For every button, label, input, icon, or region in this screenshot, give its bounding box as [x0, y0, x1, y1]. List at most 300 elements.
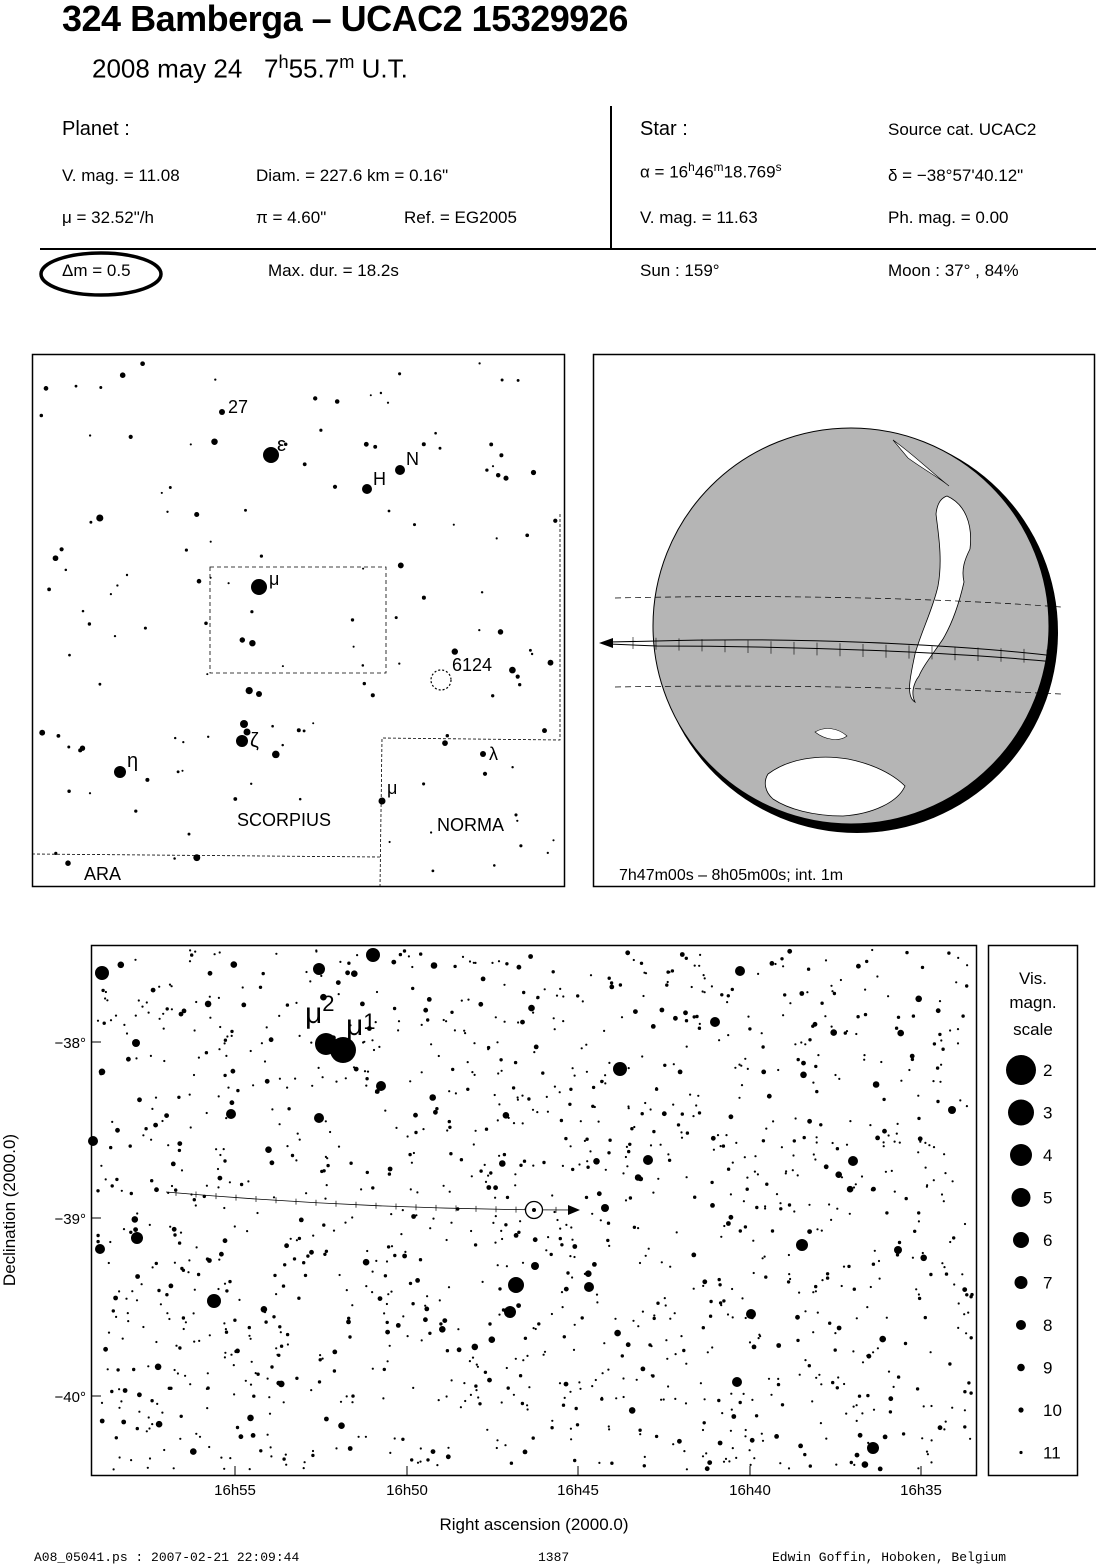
- star: [65, 569, 68, 572]
- star: [198, 1057, 200, 1059]
- star: [408, 955, 410, 957]
- star: [247, 1415, 254, 1422]
- star: [267, 1378, 269, 1380]
- star: [734, 1067, 736, 1069]
- star: [482, 1281, 484, 1283]
- star: [864, 1013, 867, 1016]
- star: [837, 1376, 839, 1378]
- star: [223, 1207, 225, 1209]
- star: [504, 1021, 506, 1023]
- star: [826, 1276, 829, 1279]
- star: [501, 379, 504, 382]
- star: [569, 1391, 571, 1393]
- scale-star-dot: [1008, 1100, 1034, 1126]
- star: [527, 1097, 530, 1100]
- star: [888, 1396, 893, 1401]
- star: [389, 1345, 391, 1347]
- star: [568, 1103, 571, 1106]
- star: [799, 1374, 801, 1376]
- star: [250, 783, 252, 785]
- star: [242, 986, 244, 988]
- star: [887, 995, 889, 997]
- star: [151, 988, 156, 993]
- star: [511, 766, 513, 768]
- star: [290, 1238, 292, 1240]
- star: [422, 782, 425, 785]
- star: [720, 1236, 722, 1238]
- star: [761, 1032, 763, 1034]
- star: [204, 622, 208, 626]
- star: [625, 1199, 627, 1201]
- star: [559, 988, 561, 990]
- star: [765, 1183, 768, 1186]
- star: [278, 1325, 281, 1328]
- star: [850, 1461, 853, 1464]
- star: [118, 1290, 120, 1292]
- star: [230, 1354, 232, 1356]
- star-source-catalog: Source cat. UCAC2: [888, 120, 1037, 139]
- star: [411, 966, 413, 968]
- star: [400, 1233, 402, 1235]
- star: [299, 1035, 301, 1037]
- star: [450, 1222, 452, 1224]
- star: [710, 1181, 713, 1184]
- star: [605, 1169, 607, 1171]
- star: [847, 1186, 854, 1193]
- star: [154, 1187, 159, 1192]
- star: [481, 591, 483, 593]
- star: [428, 1332, 431, 1335]
- star: [383, 1312, 385, 1314]
- star: [474, 1074, 476, 1076]
- star: [655, 1087, 657, 1089]
- star: [246, 687, 253, 694]
- star: [462, 956, 464, 958]
- star: [608, 1062, 610, 1064]
- star: [704, 991, 706, 993]
- star: [249, 640, 255, 646]
- star: [153, 1123, 158, 1128]
- star: [702, 1279, 707, 1284]
- star: [570, 1438, 572, 1440]
- star: [704, 1398, 706, 1400]
- star: [345, 1077, 347, 1079]
- star: [365, 1077, 368, 1080]
- star: [600, 1219, 602, 1221]
- star: [60, 547, 64, 551]
- star: [177, 1096, 180, 1099]
- star: [871, 1188, 874, 1191]
- star: [642, 995, 644, 997]
- scale-magnitude-label: 7: [1043, 1273, 1053, 1293]
- star: [675, 1353, 677, 1355]
- star: [177, 770, 180, 773]
- star: [824, 1015, 826, 1017]
- star: [607, 1369, 609, 1371]
- star: [826, 1272, 829, 1275]
- scale-star-dot: [1013, 1232, 1029, 1248]
- star: [931, 1439, 933, 1441]
- star: [497, 1119, 499, 1121]
- event-minute: 55.7: [288, 53, 340, 84]
- star: [339, 961, 341, 963]
- star: [744, 1156, 746, 1158]
- star: [351, 1304, 353, 1306]
- star: [692, 1115, 694, 1117]
- star: [963, 1390, 966, 1393]
- star: [44, 386, 49, 391]
- star: [177, 1372, 179, 1374]
- star: [917, 1151, 919, 1153]
- star: [281, 744, 283, 746]
- star: [96, 1189, 99, 1192]
- star: [516, 675, 520, 679]
- star: [478, 1402, 481, 1405]
- star: [749, 1341, 751, 1343]
- star: [95, 966, 109, 980]
- star: [552, 970, 555, 973]
- star: [325, 1250, 328, 1253]
- star: [150, 1179, 153, 1182]
- star: [767, 1094, 772, 1099]
- star: [543, 1354, 545, 1356]
- info-divider-horizontal: [40, 248, 1096, 250]
- star: [89, 521, 92, 524]
- star: [619, 983, 622, 986]
- star: [920, 1255, 927, 1262]
- star: [375, 1260, 377, 1262]
- star: [390, 1213, 392, 1215]
- star-label-n: N: [406, 449, 419, 469]
- star: [590, 974, 592, 976]
- star: [402, 1315, 404, 1317]
- star: [813, 1153, 815, 1155]
- star: [743, 1200, 745, 1202]
- star: [944, 1172, 946, 1174]
- star: [735, 1457, 737, 1459]
- star: [214, 953, 216, 955]
- star: [496, 1447, 498, 1449]
- sun-elongation: Sun : 159°: [640, 261, 720, 280]
- star: [925, 1167, 927, 1169]
- star: [815, 1090, 818, 1093]
- star: [256, 1373, 259, 1376]
- star: [856, 1420, 858, 1422]
- star: [426, 1458, 429, 1461]
- star: [891, 1170, 893, 1172]
- star: [275, 1347, 277, 1349]
- star: [926, 1186, 928, 1188]
- star: [858, 1395, 861, 1398]
- ytick-label: −40°: [54, 1389, 86, 1406]
- star: [751, 1399, 753, 1401]
- star: [188, 833, 191, 836]
- star: [348, 1335, 351, 1338]
- star: [640, 962, 643, 965]
- star: [883, 1141, 885, 1143]
- star: [326, 1164, 329, 1167]
- star: [932, 1080, 934, 1082]
- star: [502, 1308, 505, 1311]
- star: [147, 1467, 149, 1469]
- star: [366, 948, 380, 962]
- footer-page: 1387: [538, 1550, 570, 1565]
- star: [516, 1303, 521, 1308]
- star: [421, 1024, 423, 1026]
- star: [456, 1207, 459, 1210]
- star: [782, 965, 784, 967]
- star: [423, 1008, 428, 1013]
- star: [189, 1094, 191, 1096]
- star: [871, 949, 873, 951]
- star: [746, 1177, 748, 1179]
- star: [573, 1459, 576, 1462]
- star: [673, 1016, 678, 1021]
- event-hour: 7: [264, 53, 279, 84]
- star: [503, 1153, 506, 1156]
- star: [643, 1464, 646, 1467]
- star: [469, 960, 471, 962]
- star: [454, 1029, 456, 1031]
- star: [282, 665, 284, 667]
- star: [438, 1399, 440, 1401]
- star: [347, 962, 350, 965]
- star: [816, 1228, 818, 1230]
- star: [962, 1287, 967, 1292]
- star: [286, 1145, 288, 1147]
- star: [251, 1433, 256, 1438]
- star: [562, 1165, 564, 1167]
- star: [445, 1020, 447, 1022]
- star: [371, 1039, 373, 1041]
- star: [360, 1002, 365, 1007]
- star: [145, 778, 149, 782]
- star: [725, 1458, 727, 1460]
- star-label-mu1: $\mu^1$: [346, 1009, 376, 1042]
- star: [951, 1407, 953, 1409]
- star: [416, 1191, 418, 1193]
- star: [821, 1279, 823, 1281]
- star: [283, 1401, 285, 1403]
- star: [554, 1028, 556, 1030]
- star: [310, 1389, 312, 1391]
- star: [830, 1029, 837, 1036]
- star: [144, 627, 147, 630]
- star: [486, 1429, 488, 1431]
- star: [553, 519, 557, 523]
- star: [489, 442, 493, 446]
- star: [347, 1317, 350, 1320]
- star: [836, 1386, 839, 1389]
- star: [438, 1055, 440, 1057]
- star: [172, 1227, 177, 1232]
- star: [672, 1443, 674, 1445]
- star: [677, 1123, 680, 1126]
- star: [486, 1185, 491, 1190]
- star: [824, 1164, 829, 1169]
- star: [945, 1272, 948, 1275]
- star: [132, 1039, 140, 1047]
- star: [793, 1210, 795, 1212]
- star: [233, 1393, 235, 1395]
- xtick-label: 16h50: [386, 1482, 428, 1499]
- star-declination: δ = −38°57'40.12": [888, 166, 1024, 185]
- detail-star-chart: [0, 940, 1096, 1540]
- star: [522, 1359, 524, 1361]
- star: [471, 1071, 473, 1073]
- star: [181, 1169, 183, 1171]
- star-label-mu-sco: μ: [269, 569, 280, 589]
- star: [420, 1447, 422, 1449]
- star: [319, 429, 322, 432]
- star: [137, 1392, 142, 1397]
- star: [118, 962, 125, 969]
- star: [958, 1302, 960, 1304]
- star: [157, 1289, 160, 1292]
- star: [837, 1326, 842, 1331]
- star: [189, 949, 191, 951]
- star: [665, 1339, 667, 1341]
- star: [393, 1007, 396, 1010]
- star: [662, 1111, 667, 1116]
- star: [532, 1012, 534, 1014]
- star: [626, 1165, 628, 1167]
- star: [800, 1072, 807, 1079]
- star: [625, 1156, 627, 1158]
- star: [150, 1055, 152, 1057]
- star: [497, 1264, 499, 1266]
- star: [542, 1161, 545, 1164]
- star: [178, 1346, 181, 1349]
- star: [500, 1230, 502, 1232]
- star: [338, 1422, 345, 1429]
- star: [174, 737, 176, 739]
- star: [126, 1032, 128, 1034]
- star: [514, 1173, 516, 1175]
- star: [327, 1041, 330, 1044]
- star: [731, 1414, 736, 1419]
- finder-chart: [32, 354, 565, 887]
- star: [349, 1162, 352, 1165]
- star: [957, 1327, 959, 1329]
- star: [356, 954, 358, 956]
- star: [199, 1436, 201, 1438]
- star: [270, 1446, 272, 1448]
- star: [282, 1457, 285, 1460]
- star: [797, 1174, 799, 1176]
- star: [754, 1171, 756, 1173]
- xtick-label: 16h40: [729, 1482, 771, 1499]
- star: [299, 798, 302, 801]
- star: [861, 1412, 863, 1414]
- star: [122, 1338, 124, 1340]
- star: [208, 1446, 210, 1448]
- star: [244, 509, 247, 512]
- star: [964, 1223, 966, 1225]
- star: [304, 1274, 307, 1277]
- star: [534, 1045, 539, 1050]
- star: [171, 1162, 176, 1167]
- star: [190, 1126, 192, 1128]
- star: [648, 1343, 651, 1346]
- star: [150, 1139, 152, 1141]
- star: [146, 1430, 148, 1432]
- star: [630, 1127, 633, 1130]
- star: [161, 1412, 163, 1414]
- star: [386, 1260, 388, 1262]
- star: [446, 1349, 449, 1352]
- star: [198, 1340, 200, 1342]
- star: [513, 1394, 515, 1396]
- star: [856, 1317, 858, 1319]
- star: [155, 1097, 157, 1099]
- star: [941, 1193, 943, 1195]
- star: [206, 673, 208, 675]
- star: [68, 654, 71, 657]
- star: [473, 1042, 475, 1044]
- star: [764, 1275, 767, 1278]
- star: [108, 1332, 110, 1334]
- star: [275, 1293, 277, 1295]
- star: [939, 1000, 941, 1002]
- star: [726, 1221, 731, 1226]
- star: [594, 1106, 596, 1108]
- star: [313, 396, 317, 400]
- star: [223, 1322, 225, 1324]
- star: [497, 1072, 499, 1074]
- star: [207, 736, 209, 738]
- star: [896, 1253, 899, 1256]
- star: [882, 1098, 885, 1101]
- star: [442, 1318, 447, 1323]
- star: [727, 1313, 729, 1315]
- star: [105, 1178, 107, 1180]
- star: [584, 1273, 586, 1275]
- star: [855, 1183, 857, 1185]
- star: [173, 1233, 176, 1236]
- star: [910, 1054, 915, 1059]
- star: [287, 1343, 289, 1345]
- star: [158, 986, 160, 988]
- star: [610, 981, 613, 984]
- star: [475, 1130, 477, 1132]
- star: [933, 1146, 935, 1148]
- star: [551, 1313, 553, 1315]
- star: [807, 1119, 812, 1124]
- star: [506, 1367, 508, 1369]
- star: [206, 1388, 208, 1390]
- star: [231, 1069, 236, 1074]
- star: [586, 1071, 588, 1073]
- star: [559, 1237, 562, 1240]
- star: [702, 1455, 704, 1457]
- star: [256, 1212, 258, 1214]
- star: [641, 1112, 644, 1115]
- star: [525, 533, 529, 537]
- star: [957, 957, 959, 959]
- star: [665, 983, 668, 986]
- star: [248, 1326, 251, 1329]
- star: [339, 1274, 341, 1276]
- star: [333, 1369, 336, 1372]
- star: [948, 1362, 951, 1365]
- star: [685, 1363, 687, 1365]
- star: [489, 1171, 492, 1174]
- star: [836, 1147, 839, 1150]
- star: [432, 1218, 434, 1220]
- star: [451, 1379, 453, 1381]
- star: [727, 994, 730, 997]
